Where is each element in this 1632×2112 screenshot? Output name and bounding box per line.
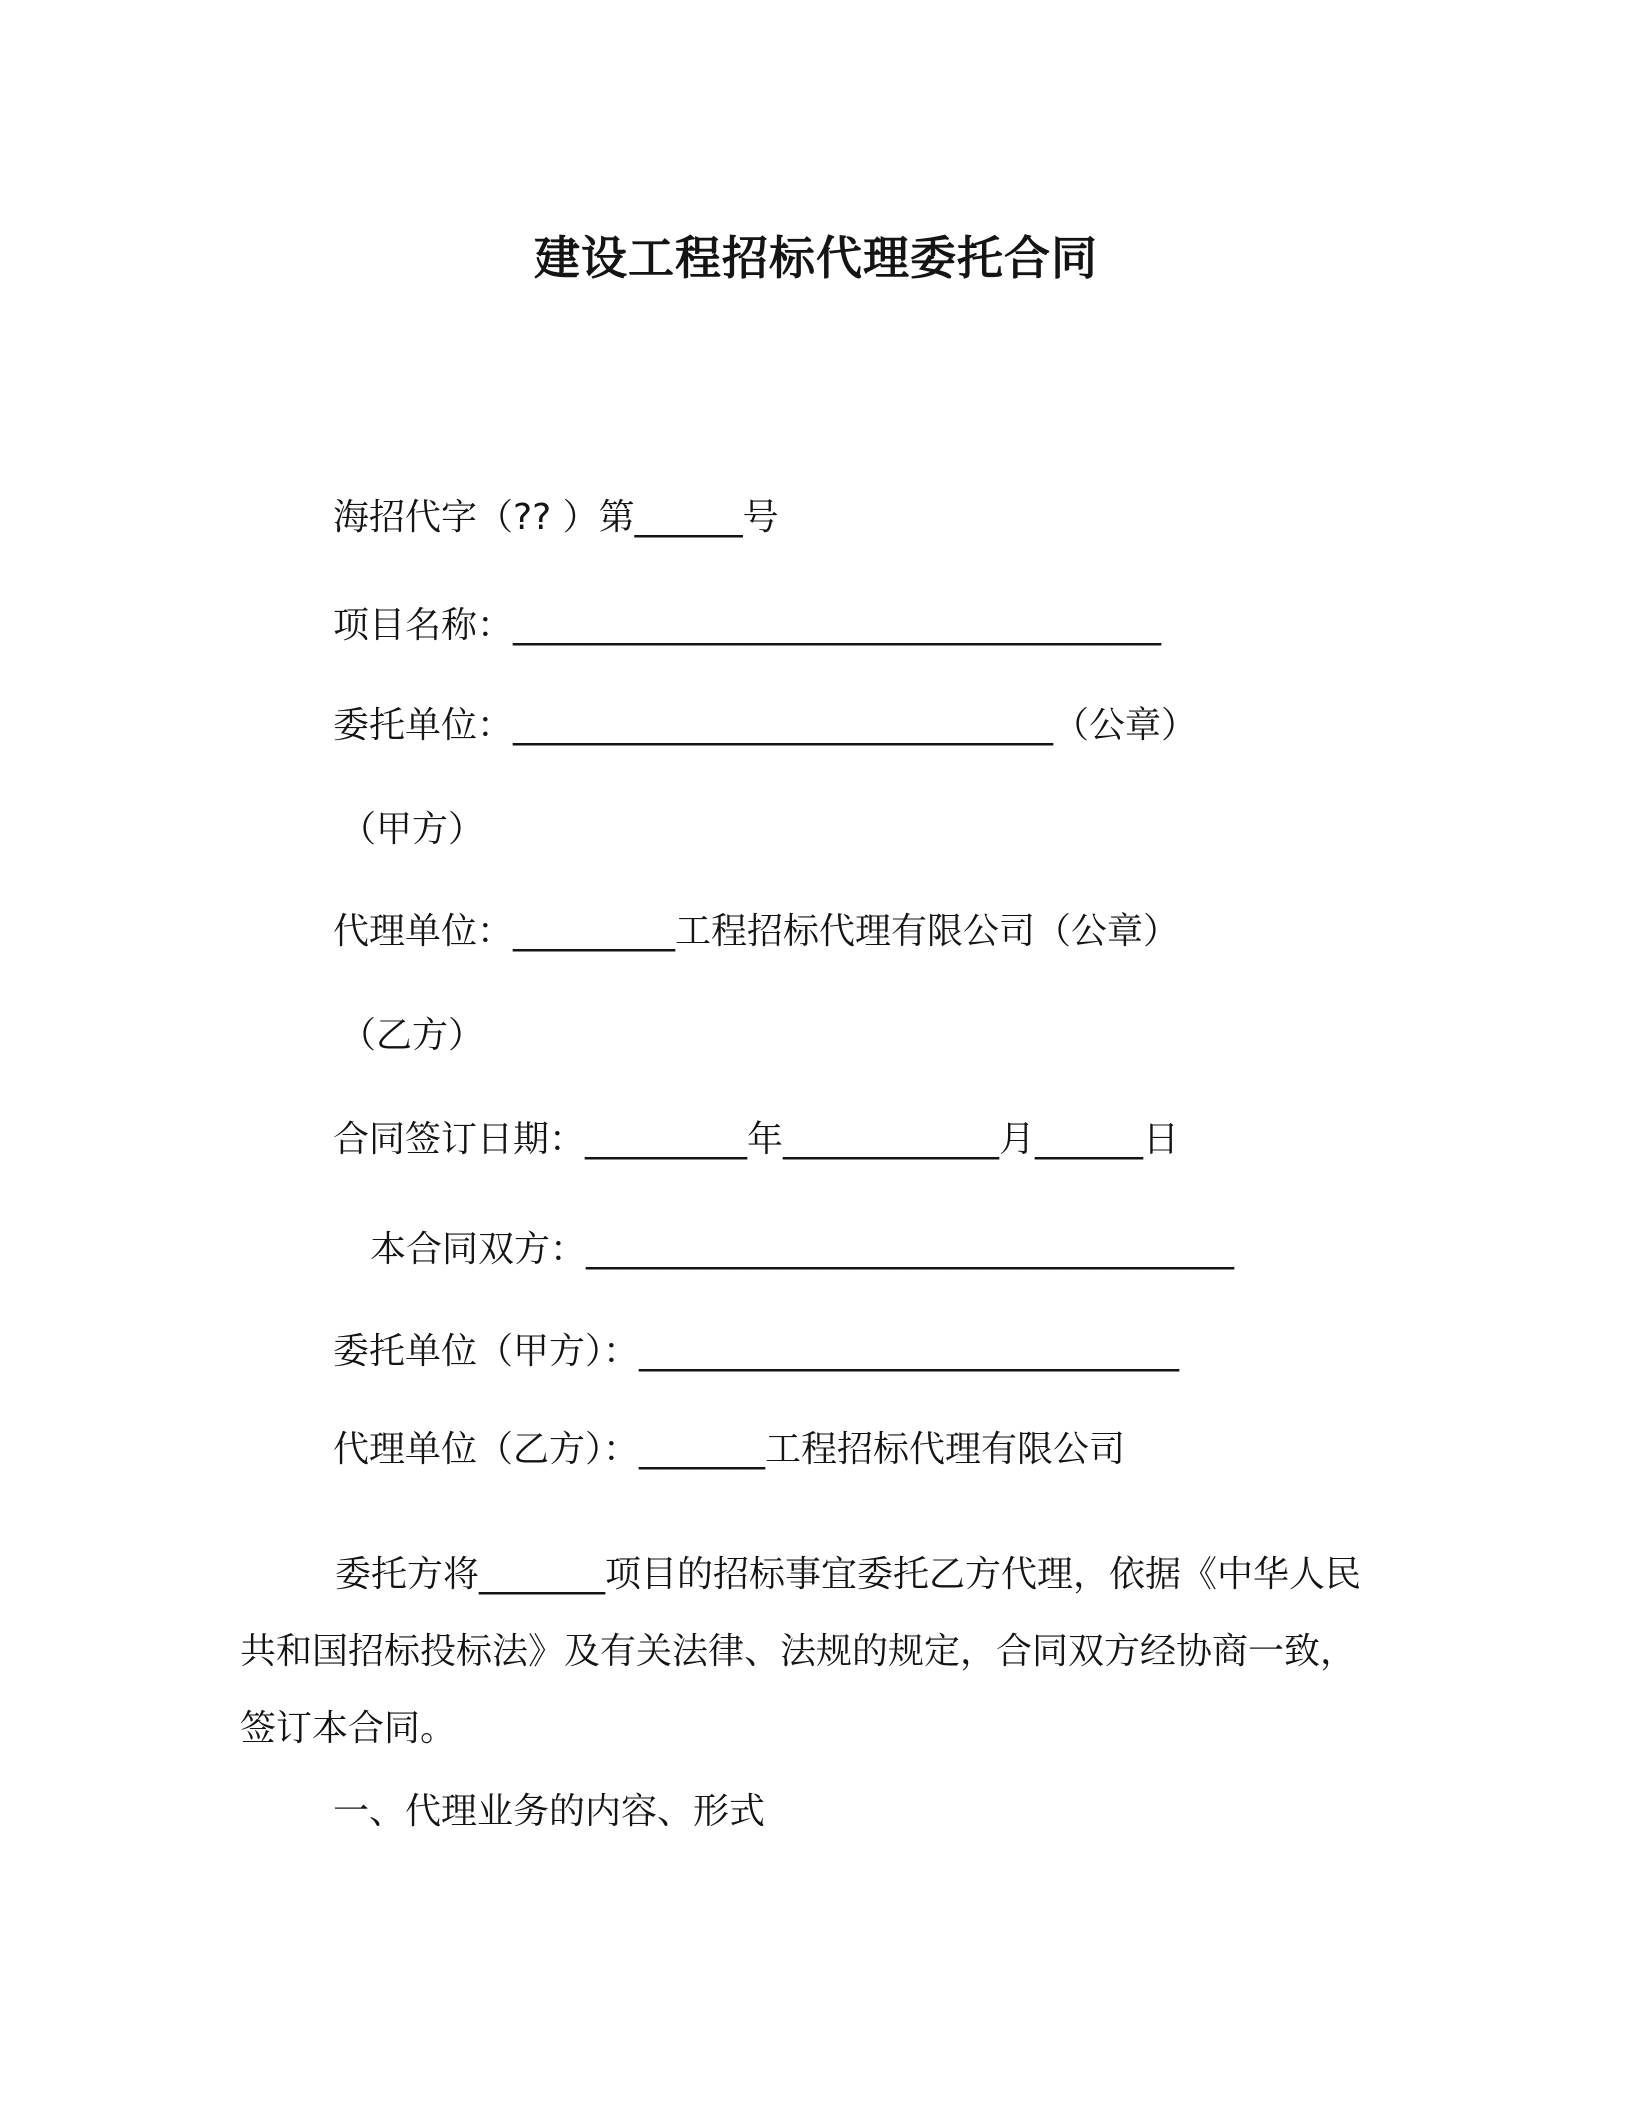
principal-field: 委托单位：______________________________（公章） (333, 705, 1198, 746)
principal-a-field: 委托单位（甲方）：______________________________ (333, 1331, 1180, 1372)
project-name-field: 项目名称：____________________________________ (333, 605, 1162, 646)
agent-party-label: （乙方） (340, 1015, 485, 1056)
body-paragraph: 委托方将_______项目的招标事宜委托乙方代理，依据《中华人民共和国招标投标法》及有关法律、法规的规定，合同双方经协商一致，签订本合同。 (240, 1554, 1362, 1749)
section-heading: 一、代理业务的内容、形式 (333, 1791, 766, 1832)
doc-number: 海招代字（?? ）第______号 (333, 497, 779, 538)
agent-field: 代理单位：_________工程招标代理有限公司（公章） (333, 911, 1180, 952)
parties-field: 本合同双方：____________________________________ (370, 1229, 1235, 1270)
principal-party-label: （甲方） (340, 809, 485, 850)
agent-b-field: 代理单位（乙方）：_______工程招标代理有限公司 (333, 1429, 1126, 1470)
page-title: 建设工程招标代理委托合同 (534, 231, 1098, 285)
sign-date-field: 合同签订日期：_________年____________月______日 (333, 1119, 1180, 1160)
